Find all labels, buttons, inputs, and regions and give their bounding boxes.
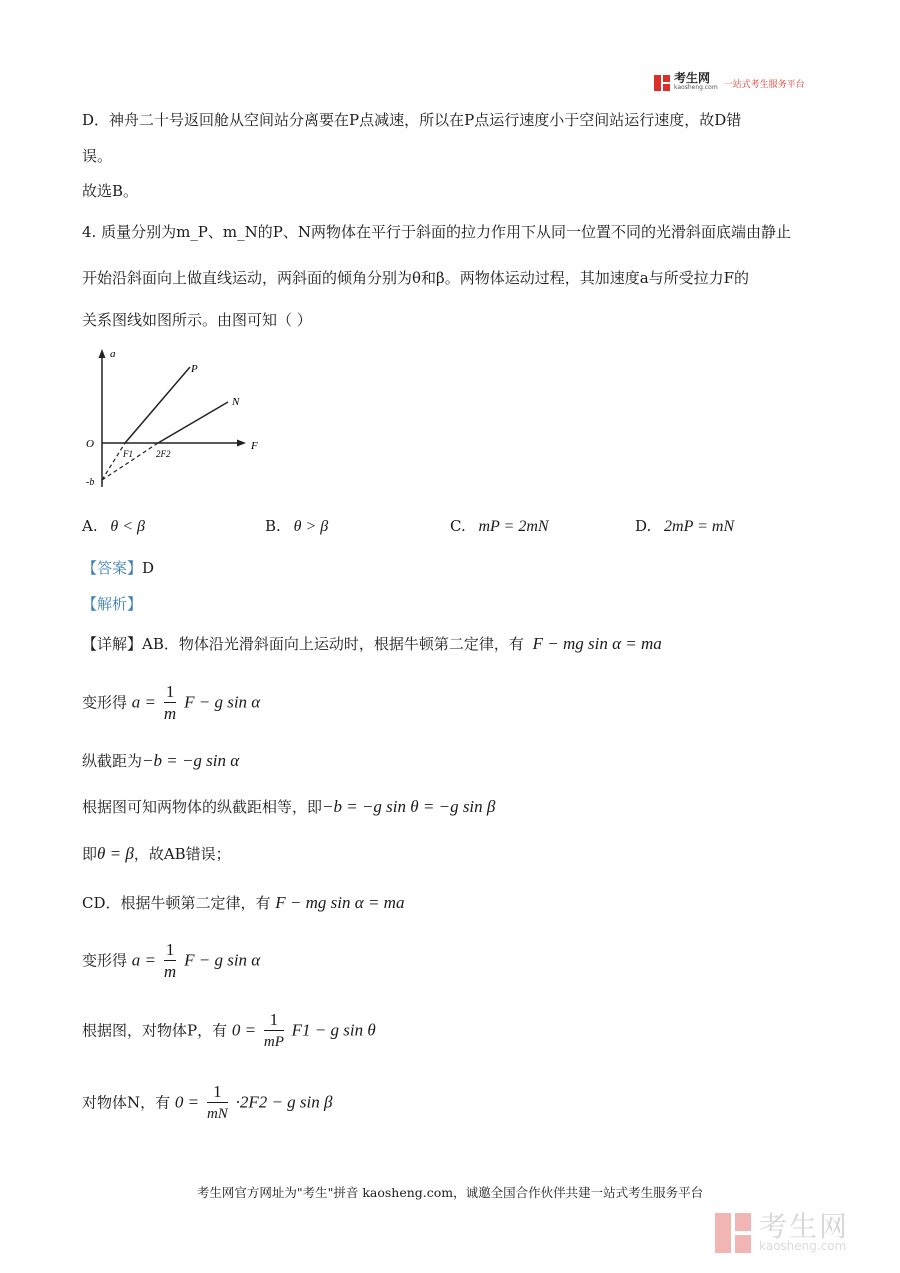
x-axis-arrow-icon (237, 440, 246, 447)
question-line-3: 关系图线如图所示。由图可知（ ） (82, 311, 312, 329)
line-n-label: N (232, 396, 240, 408)
header-logo (654, 73, 805, 93)
option-a[interactable] (82, 516, 145, 537)
option-b[interactable] (265, 516, 328, 537)
detail-tag: 【详解】 (82, 635, 143, 653)
option-b-letter: B. (265, 517, 281, 535)
fraction-1-over-m-2: $\frac{1}{m}$ (163, 940, 177, 981)
answer-line (82, 558, 154, 578)
option-c-letter: C. (450, 517, 466, 535)
fraction-1-over-mn: $\frac{1}{mN}$ (206, 1082, 228, 1122)
prev-option-d-cont: 误。 (82, 147, 113, 165)
option-a-text: θ < β (110, 518, 146, 535)
solution-ab-intro: 【详解】AB．物体沿光滑斜面向上运动时，根据牛顿第二定律，有 F − mg sin α = ma (82, 634, 662, 653)
y-axis-arrow-icon (99, 349, 106, 358)
solution-cd-intro: CD．根据牛顿第二定律，有 F − mg sin α = ma (82, 893, 405, 912)
brand-name: 考生网 (674, 71, 711, 85)
option-d-text: 2mP = mN (664, 518, 735, 535)
option-a-letter: A. (82, 517, 98, 535)
watermark-brand: 考生网 (759, 1210, 850, 1243)
option-c-text: mP = 2mN (478, 518, 549, 535)
watermark-domain: kaosheng.com (759, 1239, 847, 1253)
x-axis-label: F (251, 440, 258, 452)
intercept-label: -b (86, 477, 95, 488)
kaosheng-logo-icon (654, 75, 670, 91)
watermark-logo-icon (715, 1213, 753, 1253)
line-p-label: P (191, 363, 198, 375)
y-axis-label: a (110, 348, 116, 360)
footer-text: 考生网官方网址为"考生"拼音 kaosheng.com，诚邀全国合作伙伴共建一站式考生服务平台 (196, 1185, 704, 1200)
equation-1: F − mg sin α = ma (532, 634, 662, 653)
answer-tag: 【答案】 (82, 559, 143, 577)
answer-value: D (142, 559, 155, 577)
equation-4: −b = −g sin θ = −g sin β (322, 797, 496, 816)
a-f-graph (80, 345, 270, 495)
f1-label: F1 (123, 449, 133, 459)
equation-3: −b = −g sin α (142, 751, 240, 770)
prev-option-d: D．神舟二十号返回舱从空间站分离要在P点减速，所以在P点运行速度小于空间站运行速度，故D错 (82, 111, 742, 129)
question-line-1: 4. 质量分别为m_P、m_N的P、N两物体在平行于斜面的拉力作用下从同一位置不同的光滑斜面底端由静止 (82, 223, 791, 241)
solution-intercept: 纵截距为−b = −g sin α (82, 751, 240, 770)
brand-domain: kaosheng.com (674, 84, 718, 91)
solution-object-n: 对物体N，有 0 = $\frac{1}{mN}$ ·2F2 − g sin β (82, 1082, 332, 1125)
option-d[interactable] (635, 516, 734, 537)
watermark (715, 1210, 850, 1253)
option-d-letter: D. (635, 517, 652, 535)
solution-transform-1: 变形得 a = $\frac{1}{m}$ F − g sin α (82, 682, 261, 723)
analysis-tag: 【解析】 (82, 595, 143, 613)
line-p-solid (125, 367, 190, 443)
brand-slogan: 一站式考生服务平台 (723, 79, 805, 90)
line-n-solid (158, 402, 228, 443)
option-b-text: θ > β (293, 518, 329, 535)
f2-label: 2F2 (156, 449, 171, 459)
solution-object-p: 根据图，对物体P，有 0 = $\frac{1}{mP}$ F1 − g sin θ (82, 1010, 376, 1053)
question-line-2: 开始沿斜面向上做直线运动，两斜面的倾角分别为θ和β。两物体运动过程，其加速度a与所受拉力F的 (82, 269, 750, 287)
solution-equal-intercept: 根据图可知两物体的纵截距相等，即−b = −g sin θ = −g sin β (82, 797, 496, 816)
prev-choice: 故选B。 (82, 182, 139, 200)
line-p-dashed (102, 443, 125, 480)
equation-6: F − mg sin α = ma (275, 893, 405, 912)
solution-ab-conclusion: 即θ = β，故AB错误； (82, 844, 231, 863)
equation-5: θ = β (97, 844, 134, 863)
fraction-1-over-mp: $\frac{1}{mP}$ (263, 1010, 284, 1050)
solution-transform-2: 变形得 a = $\frac{1}{m}$ F − g sin α (82, 940, 261, 981)
option-c[interactable] (450, 516, 549, 537)
origin-label: O (86, 438, 94, 450)
fraction-1-over-m: $\frac{1}{m}$ (163, 682, 177, 723)
